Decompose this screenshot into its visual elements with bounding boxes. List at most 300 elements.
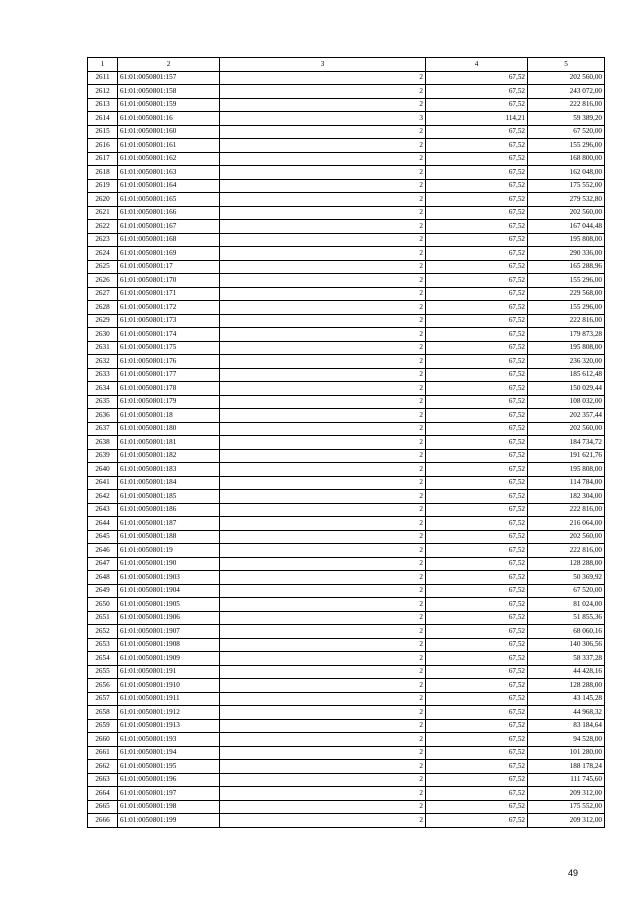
count-cell: 2 (220, 409, 426, 423)
value-cell: 175 552,00 (528, 800, 605, 814)
count-cell: 2 (220, 233, 426, 247)
count-cell: 2 (220, 787, 426, 801)
area-cell: 67,52 (426, 719, 528, 733)
row-number-cell: 2662 (88, 760, 118, 774)
cadastral-number-cell: 61:01:0050801:174 (118, 328, 220, 342)
area-cell: 67,52 (426, 530, 528, 544)
area-cell: 67,52 (426, 395, 528, 409)
area-cell: 67,52 (426, 503, 528, 517)
cadastral-number-cell: 61:01:0050801:1907 (118, 625, 220, 639)
area-cell: 67,52 (426, 152, 528, 166)
row-number-cell: 2635 (88, 395, 118, 409)
count-cell: 2 (220, 665, 426, 679)
cadastral-number-cell: 61:01:0050801:167 (118, 220, 220, 234)
count-cell: 2 (220, 760, 426, 774)
table-row (88, 152, 605, 166)
cadastral-number-cell: 61:01:0050801:179 (118, 395, 220, 409)
count-cell: 2 (220, 314, 426, 328)
cadastral-number-cell: 61:01:0050801:184 (118, 476, 220, 490)
value-cell: 188 178,24 (528, 760, 605, 774)
count-cell: 2 (220, 544, 426, 558)
cadastral-number-cell: 61:01:0050801:1903 (118, 571, 220, 585)
area-cell: 67,52 (426, 247, 528, 261)
area-cell: 114,21 (426, 112, 528, 126)
count-cell: 2 (220, 179, 426, 193)
cadastral-number-cell: 61:01:0050801:1910 (118, 679, 220, 693)
area-cell: 67,52 (426, 463, 528, 477)
value-cell: 185 612,48 (528, 368, 605, 382)
column-header-1: 1 (88, 58, 118, 72)
row-number-cell: 2639 (88, 449, 118, 463)
value-cell: 179 873,28 (528, 328, 605, 342)
value-cell: 222 816,00 (528, 544, 605, 558)
value-cell: 150 029,44 (528, 382, 605, 396)
row-number-cell: 2645 (88, 530, 118, 544)
table-row (88, 463, 605, 477)
value-cell: 195 808,00 (528, 463, 605, 477)
row-number-cell: 2634 (88, 382, 118, 396)
count-cell: 2 (220, 814, 426, 828)
area-cell: 67,52 (426, 166, 528, 180)
table-row (88, 746, 605, 760)
count-cell: 2 (220, 692, 426, 706)
area-cell: 67,52 (426, 341, 528, 355)
row-number-cell: 2654 (88, 652, 118, 666)
value-cell: 202 560,00 (528, 422, 605, 436)
value-cell: 191 621,76 (528, 449, 605, 463)
cadastral-number-cell: 61:01:0050801:166 (118, 206, 220, 220)
cadastral-number-cell: 61:01:0050801:188 (118, 530, 220, 544)
cadastral-number-cell: 61:01:0050801:1905 (118, 598, 220, 612)
row-number-cell: 2631 (88, 341, 118, 355)
row-number-cell: 2612 (88, 85, 118, 99)
row-number-cell: 2611 (88, 71, 118, 85)
row-number-cell: 2640 (88, 463, 118, 477)
row-number-cell: 2655 (88, 665, 118, 679)
area-cell: 67,52 (426, 368, 528, 382)
row-number-cell: 2626 (88, 274, 118, 288)
count-cell: 2 (220, 530, 426, 544)
area-cell: 67,52 (426, 287, 528, 301)
area-cell: 67,52 (426, 773, 528, 787)
count-cell: 2 (220, 139, 426, 153)
cadastral-number-cell: 61:01:0050801:187 (118, 517, 220, 531)
table-row (88, 598, 605, 612)
table-row (88, 611, 605, 625)
area-cell: 67,52 (426, 544, 528, 558)
count-cell: 2 (220, 625, 426, 639)
count-cell: 2 (220, 220, 426, 234)
row-number-cell: 2647 (88, 557, 118, 571)
area-cell: 67,52 (426, 85, 528, 99)
area-cell: 67,52 (426, 436, 528, 450)
value-cell: 83 184,64 (528, 719, 605, 733)
row-number-cell: 2619 (88, 179, 118, 193)
cadastral-number-cell: 61:01:0050801:18 (118, 409, 220, 423)
row-number-cell: 2622 (88, 220, 118, 234)
cadastral-number-cell: 61:01:0050801:168 (118, 233, 220, 247)
count-cell: 2 (220, 328, 426, 342)
table-row (88, 665, 605, 679)
area-cell: 67,52 (426, 476, 528, 490)
value-cell: 202 357,44 (528, 409, 605, 423)
row-number-cell: 2613 (88, 98, 118, 112)
value-cell: 128 288,00 (528, 557, 605, 571)
area-cell: 67,52 (426, 517, 528, 531)
cadastral-number-cell: 61:01:0050801:1912 (118, 706, 220, 720)
row-number-cell: 2628 (88, 301, 118, 315)
count-cell: 2 (220, 719, 426, 733)
value-cell: 51 855,36 (528, 611, 605, 625)
table-row (88, 814, 605, 828)
value-cell: 94 528,00 (528, 733, 605, 747)
count-cell: 2 (220, 598, 426, 612)
row-number-cell: 2648 (88, 571, 118, 585)
row-number-cell: 2638 (88, 436, 118, 450)
row-number-cell: 2643 (88, 503, 118, 517)
cadastral-number-cell: 61:01:0050801:1909 (118, 652, 220, 666)
table-row (88, 638, 605, 652)
count-cell: 2 (220, 463, 426, 477)
count-cell: 2 (220, 85, 426, 99)
table-row (88, 382, 605, 396)
count-cell: 2 (220, 355, 426, 369)
value-cell: 128 288,00 (528, 679, 605, 693)
area-cell: 67,52 (426, 638, 528, 652)
cadastral-number-cell: 61:01:0050801:180 (118, 422, 220, 436)
row-number-cell: 2625 (88, 260, 118, 274)
cadastral-number-cell: 61:01:0050801:175 (118, 341, 220, 355)
cadastral-number-cell: 61:01:0050801:161 (118, 139, 220, 153)
table-row (88, 476, 605, 490)
value-cell: 168 800,00 (528, 152, 605, 166)
value-cell: 216 064,00 (528, 517, 605, 531)
row-number-cell: 2650 (88, 598, 118, 612)
cadastral-number-cell: 61:01:0050801:159 (118, 98, 220, 112)
area-cell: 67,52 (426, 139, 528, 153)
row-number-cell: 2653 (88, 638, 118, 652)
table-row (88, 166, 605, 180)
row-number-cell: 2614 (88, 112, 118, 126)
value-cell: 290 336,00 (528, 247, 605, 261)
cadastral-number-cell: 61:01:0050801:190 (118, 557, 220, 571)
cadastral-number-cell: 61:01:0050801:177 (118, 368, 220, 382)
count-cell: 2 (220, 746, 426, 760)
value-cell: 44 428,16 (528, 665, 605, 679)
cadastral-number-cell: 61:01:0050801:1911 (118, 692, 220, 706)
area-cell: 67,52 (426, 490, 528, 504)
area-cell: 67,52 (426, 328, 528, 342)
table-row (88, 787, 605, 801)
table-row (88, 287, 605, 301)
table-row (88, 422, 605, 436)
cadastral-number-cell: 61:01:0050801:19 (118, 544, 220, 558)
area-cell: 67,52 (426, 71, 528, 85)
row-number-cell: 2666 (88, 814, 118, 828)
value-cell: 236 320,00 (528, 355, 605, 369)
count-cell: 2 (220, 476, 426, 490)
value-cell: 155 296,00 (528, 139, 605, 153)
cadastral-number-cell: 61:01:0050801:163 (118, 166, 220, 180)
value-cell: 44 968,32 (528, 706, 605, 720)
row-number-cell: 2656 (88, 679, 118, 693)
value-cell: 202 560,00 (528, 71, 605, 85)
table-row (88, 112, 605, 126)
value-cell: 155 296,00 (528, 301, 605, 315)
row-number-cell: 2642 (88, 490, 118, 504)
row-number-cell: 2664 (88, 787, 118, 801)
count-cell: 2 (220, 706, 426, 720)
cadastral-number-cell: 61:01:0050801:1913 (118, 719, 220, 733)
row-number-cell: 2659 (88, 719, 118, 733)
column-header-3: 3 (220, 58, 426, 72)
cadastral-number-cell: 61:01:0050801:183 (118, 463, 220, 477)
value-cell: 67 520,00 (528, 584, 605, 598)
value-cell: 202 560,00 (528, 530, 605, 544)
table-row (88, 233, 605, 247)
value-cell: 222 816,00 (528, 314, 605, 328)
area-cell: 67,52 (426, 706, 528, 720)
count-cell: 2 (220, 557, 426, 571)
cadastral-number-cell: 61:01:0050801:173 (118, 314, 220, 328)
count-cell: 2 (220, 652, 426, 666)
table-row (88, 503, 605, 517)
cadastral-number-cell: 61:01:0050801:185 (118, 490, 220, 504)
count-cell: 2 (220, 490, 426, 504)
table-row (88, 449, 605, 463)
table-row (88, 206, 605, 220)
row-number-cell: 2658 (88, 706, 118, 720)
table-row (88, 733, 605, 747)
cadastral-number-cell: 61:01:0050801:178 (118, 382, 220, 396)
value-cell: 195 808,00 (528, 233, 605, 247)
count-cell: 2 (220, 638, 426, 652)
count-cell: 2 (220, 301, 426, 315)
value-cell: 155 296,00 (528, 274, 605, 288)
count-cell: 2 (220, 260, 426, 274)
table-row (88, 692, 605, 706)
area-cell: 67,52 (426, 220, 528, 234)
cadastral-number-cell: 61:01:0050801:186 (118, 503, 220, 517)
page-number: 49 (568, 868, 579, 878)
area-cell: 67,52 (426, 233, 528, 247)
value-cell: 222 816,00 (528, 503, 605, 517)
row-number-cell: 2644 (88, 517, 118, 531)
count-cell: 2 (220, 341, 426, 355)
value-cell: 202 560,00 (528, 206, 605, 220)
cadastral-number-cell: 61:01:0050801:158 (118, 85, 220, 99)
value-cell: 195 808,00 (528, 341, 605, 355)
table-row (88, 409, 605, 423)
row-number-cell: 2663 (88, 773, 118, 787)
count-cell: 2 (220, 436, 426, 450)
value-cell: 167 044,48 (528, 220, 605, 234)
table-row (88, 247, 605, 261)
table-row (88, 773, 605, 787)
column-header-4: 4 (426, 58, 528, 72)
area-cell: 67,52 (426, 625, 528, 639)
row-number-cell: 2620 (88, 193, 118, 207)
table-row (88, 220, 605, 234)
row-number-cell: 2660 (88, 733, 118, 747)
row-number-cell: 2665 (88, 800, 118, 814)
count-cell: 2 (220, 274, 426, 288)
table-row (88, 557, 605, 571)
row-number-cell: 2621 (88, 206, 118, 220)
cadastral-number-cell: 61:01:0050801:181 (118, 436, 220, 450)
area-cell: 67,52 (426, 355, 528, 369)
area-cell: 67,52 (426, 598, 528, 612)
table-row (88, 625, 605, 639)
cadastral-number-cell: 61:01:0050801:194 (118, 746, 220, 760)
cadastral-number-cell: 61:01:0050801:182 (118, 449, 220, 463)
count-cell: 2 (220, 611, 426, 625)
table-row (88, 571, 605, 585)
area-cell: 67,52 (426, 260, 528, 274)
value-cell: 140 306,56 (528, 638, 605, 652)
table-row (88, 85, 605, 99)
table-row (88, 436, 605, 450)
table-row (88, 341, 605, 355)
cadastral-number-cell: 61:01:0050801:1906 (118, 611, 220, 625)
cadastral-number-cell: 61:01:0050801:1904 (118, 584, 220, 598)
count-cell: 2 (220, 571, 426, 585)
area-cell: 67,52 (426, 179, 528, 193)
area-cell: 67,52 (426, 314, 528, 328)
row-number-cell: 2617 (88, 152, 118, 166)
area-cell: 67,52 (426, 787, 528, 801)
value-cell: 279 532,80 (528, 193, 605, 207)
table-row (88, 395, 605, 409)
value-cell: 229 568,00 (528, 287, 605, 301)
area-cell: 67,52 (426, 584, 528, 598)
table-row (88, 517, 605, 531)
count-cell: 2 (220, 287, 426, 301)
column-header-2: 2 (118, 58, 220, 72)
count-cell: 2 (220, 71, 426, 85)
value-cell: 67 520,00 (528, 125, 605, 139)
count-cell: 2 (220, 449, 426, 463)
value-cell: 182 304,00 (528, 490, 605, 504)
count-cell: 2 (220, 584, 426, 598)
value-cell: 81 024,00 (528, 598, 605, 612)
area-cell: 67,52 (426, 733, 528, 747)
area-cell: 67,52 (426, 382, 528, 396)
value-cell: 162 048,00 (528, 166, 605, 180)
table-row (88, 652, 605, 666)
table-row (88, 260, 605, 274)
table-row (88, 719, 605, 733)
area-cell: 67,52 (426, 557, 528, 571)
table-row (88, 679, 605, 693)
value-cell: 243 072,00 (528, 85, 605, 99)
row-number-cell: 2652 (88, 625, 118, 639)
area-cell: 67,52 (426, 665, 528, 679)
row-number-cell: 2661 (88, 746, 118, 760)
count-cell: 2 (220, 247, 426, 261)
table-body (88, 71, 605, 827)
area-cell: 67,52 (426, 652, 528, 666)
value-cell: 101 280,00 (528, 746, 605, 760)
count-cell: 2 (220, 125, 426, 139)
area-cell: 67,52 (426, 206, 528, 220)
count-cell: 2 (220, 368, 426, 382)
cadastral-number-cell: 61:01:0050801:1908 (118, 638, 220, 652)
count-cell: 2 (220, 773, 426, 787)
cadastral-number-cell: 61:01:0050801:17 (118, 260, 220, 274)
area-cell: 67,52 (426, 301, 528, 315)
row-number-cell: 2651 (88, 611, 118, 625)
cadastral-number-cell: 61:01:0050801:157 (118, 71, 220, 85)
area-cell: 67,52 (426, 274, 528, 288)
count-cell: 2 (220, 193, 426, 207)
count-cell: 2 (220, 98, 426, 112)
value-cell: 114 784,00 (528, 476, 605, 490)
cadastral-number-cell: 61:01:0050801:165 (118, 193, 220, 207)
count-cell: 2 (220, 166, 426, 180)
cadastral-number-cell: 61:01:0050801:162 (118, 152, 220, 166)
count-cell: 3 (220, 112, 426, 126)
cadastral-number-cell: 61:01:0050801:160 (118, 125, 220, 139)
area-cell: 67,52 (426, 449, 528, 463)
row-number-cell: 2624 (88, 247, 118, 261)
table-row (88, 301, 605, 315)
value-cell: 43 145,28 (528, 692, 605, 706)
table-row (88, 193, 605, 207)
cadastral-number-cell: 61:01:0050801:191 (118, 665, 220, 679)
area-cell: 67,52 (426, 692, 528, 706)
register-table (87, 57, 605, 828)
row-number-cell: 2637 (88, 422, 118, 436)
row-number-cell: 2641 (88, 476, 118, 490)
area-cell: 67,52 (426, 571, 528, 585)
header-row (88, 58, 605, 72)
cadastral-number-cell: 61:01:0050801:16 (118, 112, 220, 126)
row-number-cell: 2646 (88, 544, 118, 558)
row-number-cell: 2657 (88, 692, 118, 706)
row-number-cell: 2629 (88, 314, 118, 328)
row-number-cell: 2623 (88, 233, 118, 247)
table-row (88, 125, 605, 139)
cadastral-number-cell: 61:01:0050801:171 (118, 287, 220, 301)
row-number-cell: 2627 (88, 287, 118, 301)
cadastral-number-cell: 61:01:0050801:197 (118, 787, 220, 801)
table-row (88, 98, 605, 112)
cadastral-number-cell: 61:01:0050801:193 (118, 733, 220, 747)
count-cell: 2 (220, 395, 426, 409)
table-row (88, 314, 605, 328)
cadastral-number-cell: 61:01:0050801:196 (118, 773, 220, 787)
value-cell: 209 312,00 (528, 814, 605, 828)
value-cell: 111 745,60 (528, 773, 605, 787)
area-cell: 67,52 (426, 814, 528, 828)
area-cell: 67,52 (426, 800, 528, 814)
value-cell: 175 552,00 (528, 179, 605, 193)
row-number-cell: 2633 (88, 368, 118, 382)
row-number-cell: 2632 (88, 355, 118, 369)
row-number-cell: 2630 (88, 328, 118, 342)
area-cell: 67,52 (426, 679, 528, 693)
count-cell: 2 (220, 800, 426, 814)
area-cell: 67,52 (426, 611, 528, 625)
value-cell: 209 312,00 (528, 787, 605, 801)
table-row (88, 760, 605, 774)
value-cell: 222 816,00 (528, 98, 605, 112)
table-row (88, 328, 605, 342)
count-cell: 2 (220, 422, 426, 436)
row-number-cell: 2649 (88, 584, 118, 598)
value-cell: 68 060,16 (528, 625, 605, 639)
